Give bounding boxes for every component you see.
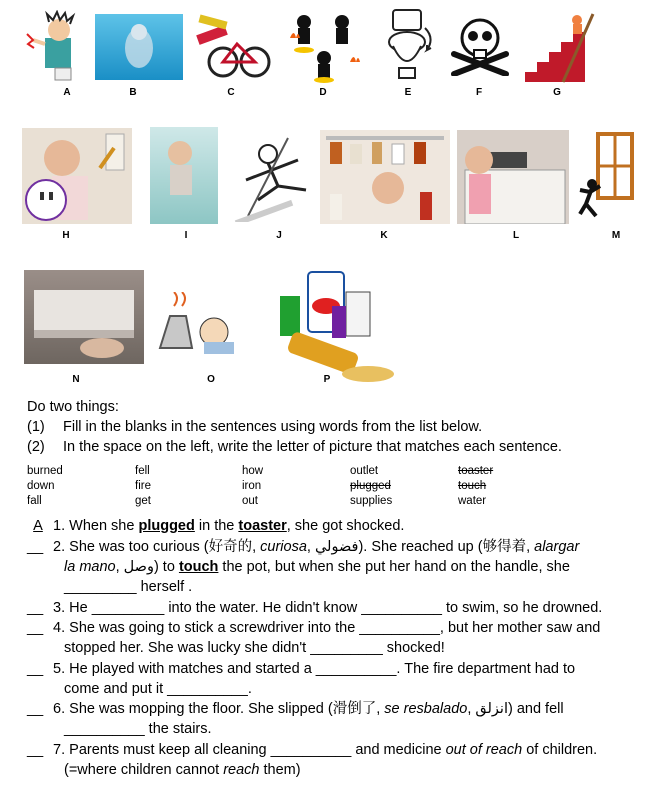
picture-label-h: H bbox=[62, 230, 70, 241]
picture-a bbox=[25, 10, 87, 82]
answer-blank[interactable]: __ bbox=[27, 600, 44, 616]
picture-label-d: D bbox=[319, 87, 327, 98]
falling-window-icon bbox=[578, 130, 636, 222]
picture-label-e: E bbox=[404, 87, 412, 98]
picture-h bbox=[22, 128, 132, 224]
sentence-text: them) bbox=[259, 762, 301, 778]
drowning-person-icon bbox=[95, 14, 183, 80]
sentence-2-line-2 bbox=[64, 557, 570, 577]
picture-c bbox=[193, 14, 275, 80]
sentence-italic: alargar bbox=[534, 539, 580, 555]
picture-o bbox=[152, 292, 240, 358]
picture-b bbox=[95, 14, 183, 80]
answer-letter: A bbox=[33, 518, 43, 534]
picture-label-a: A bbox=[63, 87, 71, 98]
step-2-text: In the space on the left, write the letter of picture that matches each sentence. bbox=[63, 439, 562, 455]
medicine-bottles-icon bbox=[320, 130, 450, 224]
picture-label-j: J bbox=[276, 230, 282, 241]
picture-d bbox=[284, 8, 366, 84]
word-get: get bbox=[135, 495, 151, 507]
window-hand-icon bbox=[24, 270, 144, 364]
step-1-text: Fill in the blanks in the sentences using words from the list below. bbox=[63, 419, 483, 435]
sentence-text: , فضولي). She reached up (够得着, bbox=[306, 539, 535, 555]
instruction-step-2 bbox=[27, 439, 562, 455]
picture-g bbox=[523, 10, 603, 84]
picture-label-f: F bbox=[475, 87, 483, 98]
word-fall: fall bbox=[27, 495, 42, 507]
picture-label-b: B bbox=[129, 87, 137, 98]
sentence-2 bbox=[27, 537, 637, 557]
sentence-text: 7. Parents must keep all cleaning __________ and medicine bbox=[53, 742, 446, 758]
filled-blank: toaster bbox=[238, 518, 287, 534]
word-fire: fire bbox=[135, 480, 151, 492]
shocked-person-icon bbox=[25, 10, 87, 82]
picture-n bbox=[24, 270, 144, 364]
sentence-text: (=where children cannot bbox=[64, 762, 224, 778]
sentence-italic: out of reach bbox=[445, 742, 523, 758]
sentence-4 bbox=[27, 618, 600, 638]
sentence-text: , انزلق) and fell bbox=[467, 701, 564, 717]
picture-e bbox=[385, 6, 435, 82]
skull-crossbones-icon bbox=[448, 14, 512, 76]
stairs-icon bbox=[523, 10, 603, 84]
sentence-7 bbox=[27, 740, 597, 760]
cleaning-supplies-icon bbox=[258, 262, 398, 388]
sentence-1 bbox=[27, 516, 404, 536]
picture-label-g: G bbox=[553, 87, 561, 98]
sentence-text: in the bbox=[194, 518, 239, 534]
child-outlet-icon bbox=[22, 128, 132, 224]
sentence-7-line-2 bbox=[64, 760, 301, 780]
word-plugged: plugged bbox=[350, 480, 391, 492]
slipping-mop-icon bbox=[228, 130, 320, 222]
word-water: water bbox=[458, 495, 487, 507]
picture-k bbox=[320, 130, 450, 224]
sentence-italic: la mano bbox=[64, 559, 116, 575]
child-pool-icon bbox=[150, 127, 218, 224]
picture-p bbox=[258, 262, 398, 388]
instructions-heading: Do two things: bbox=[27, 399, 119, 415]
picture-label-p: P bbox=[323, 374, 331, 385]
sentence-text: 4. She was going to stick a screwdriver into the __________, but her mother saw and bbox=[53, 620, 601, 636]
picture-m bbox=[578, 130, 636, 222]
step-1-number: (1) bbox=[27, 419, 45, 435]
step-2-number: (2) bbox=[27, 439, 45, 455]
picture-label-c: C bbox=[227, 87, 235, 98]
word-outlet: outlet bbox=[350, 465, 379, 477]
sentence-text: of children. bbox=[522, 742, 598, 758]
picture-i bbox=[150, 127, 218, 224]
answer-blank[interactable]: __ bbox=[27, 661, 44, 677]
children-fire-icon bbox=[284, 8, 366, 84]
filled-blank: touch bbox=[178, 559, 219, 575]
picture-label-l: L bbox=[512, 230, 520, 241]
word-supplies: supplies bbox=[350, 495, 393, 507]
sentence-text: 5. He played with matches and started a __________. The fire department had to bbox=[53, 661, 576, 677]
word-how: how bbox=[242, 465, 264, 477]
word-toaster: toaster bbox=[458, 465, 494, 477]
answer-blank[interactable]: __ bbox=[27, 620, 44, 636]
sentence-6 bbox=[27, 699, 564, 719]
picture-label-m: M bbox=[611, 230, 621, 241]
iron-burn-icon bbox=[152, 292, 240, 358]
answer-blank[interactable]: __ bbox=[27, 742, 44, 758]
child-stove-icon bbox=[457, 130, 569, 224]
word-iron: iron bbox=[242, 480, 262, 492]
sentence-text: 2. She was too curious (好奇的, bbox=[53, 539, 261, 555]
picture-label-n: N bbox=[72, 374, 80, 385]
word-fell: fell bbox=[135, 465, 150, 477]
sentence-text: 6. She was mopping the floor. She slipped (滑倒了, bbox=[53, 701, 385, 717]
word-touch: touch bbox=[458, 480, 487, 492]
sentence-text: 1. When she bbox=[53, 518, 139, 534]
picture-label-k: K bbox=[380, 230, 388, 241]
sentence-4-line-2: stopped her. She was lucky she didn't _________ shocked! bbox=[64, 640, 445, 656]
word-out: out bbox=[242, 495, 258, 507]
sentence-italic: reach bbox=[223, 762, 260, 778]
sentence-italic: curiosa bbox=[260, 539, 307, 555]
sentence-text: , she got shocked. bbox=[286, 518, 405, 534]
filled-blank: plugged bbox=[138, 518, 195, 534]
word-burned: burned bbox=[27, 465, 63, 477]
sentence-text: the pot, but when she put her hand on the handle, she bbox=[218, 559, 570, 575]
word-down: down bbox=[27, 480, 55, 492]
answer-blank[interactable]: __ bbox=[27, 539, 44, 555]
sentence-5-line-2: come and put it __________. bbox=[64, 681, 252, 697]
sentence-5 bbox=[27, 659, 575, 679]
sentence-3 bbox=[27, 598, 602, 618]
sentence-2-line-3: _________ herself . bbox=[64, 579, 193, 595]
toilet-icon bbox=[385, 6, 435, 82]
picture-l bbox=[457, 130, 569, 224]
sentence-text: , وصل) to bbox=[115, 559, 179, 575]
sentence-italic: se resbalado bbox=[384, 701, 468, 717]
sentence-6-line-2: __________ the stairs. bbox=[64, 721, 212, 737]
picture-j bbox=[228, 130, 320, 222]
picture-f bbox=[448, 14, 512, 76]
bicycle-fall-icon bbox=[193, 14, 275, 80]
sentence-text: 3. He _________ into the water. He didn't know __________ to swim, so he drowned. bbox=[53, 600, 603, 616]
instruction-step-1 bbox=[27, 419, 482, 435]
picture-label-i: I bbox=[184, 230, 188, 241]
picture-label-o: O bbox=[207, 374, 215, 385]
answer-blank[interactable]: __ bbox=[27, 701, 44, 717]
